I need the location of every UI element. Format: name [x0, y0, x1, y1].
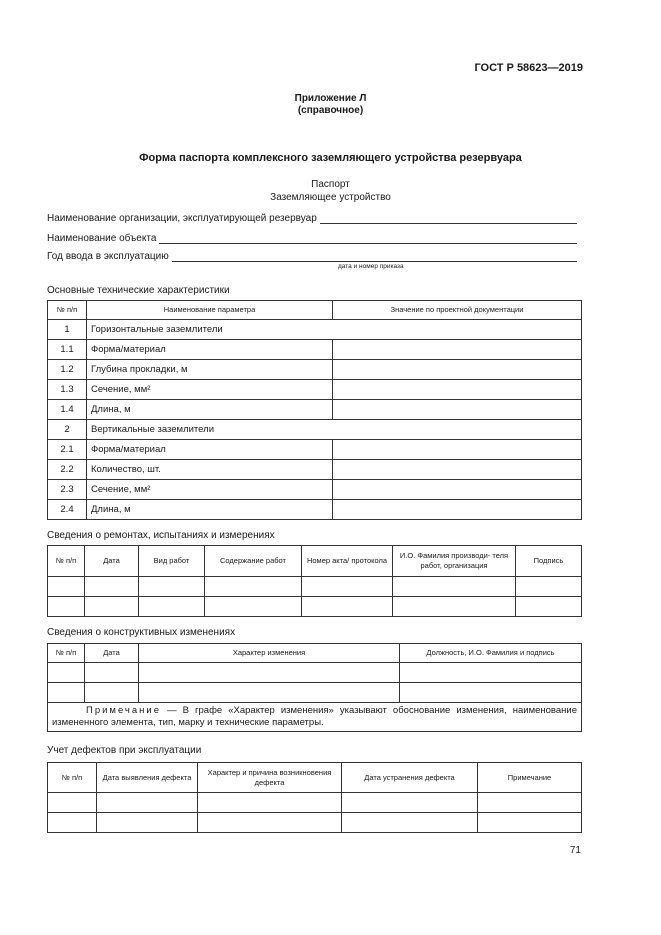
defects-header-row	[48, 763, 582, 793]
table-row	[48, 400, 582, 420]
repairs-header-content: Содержание работ	[205, 546, 302, 577]
row-param: Сечение, мм²	[87, 480, 333, 500]
row-param: Длина, м	[87, 500, 333, 520]
repairs-header-work-type: Вид работ	[139, 546, 205, 577]
repairs-header-row	[48, 546, 582, 577]
table-row	[48, 420, 582, 440]
table-row	[48, 683, 582, 703]
row-param: Сечение, мм²	[87, 380, 333, 400]
appendix-kind: (справочное)	[297, 105, 364, 116]
row-param: Количество, шт.	[87, 460, 333, 480]
table-row	[48, 663, 582, 683]
defects-header-cause: Характер и причина возникновения дефекта	[198, 763, 342, 793]
cell[interactable]	[393, 597, 516, 617]
repairs-header-date: Дата	[85, 546, 139, 577]
cell[interactable]	[48, 793, 97, 813]
cell[interactable]	[342, 813, 478, 833]
table-row	[48, 460, 582, 480]
table-row	[48, 577, 582, 597]
year-label: Год ввода в эксплуатацию	[47, 251, 169, 262]
cell[interactable]	[48, 663, 85, 683]
year-line[interactable]	[172, 251, 577, 262]
row-value[interactable]	[333, 340, 582, 360]
defects-header-fixed-date: Дата устранения дефекта	[342, 763, 478, 793]
row-value[interactable]	[333, 380, 582, 400]
page-number: 71	[569, 845, 581, 856]
row-value[interactable]	[333, 400, 582, 420]
cell[interactable]	[516, 597, 582, 617]
repairs-header-num: № п/п	[48, 546, 85, 577]
appendix-title: Приложение Л	[294, 93, 367, 104]
repairs-header-signature: Подпись	[516, 546, 582, 577]
year-field	[47, 251, 577, 262]
cell[interactable]	[85, 663, 139, 683]
changes-header-date: Дата	[85, 644, 139, 663]
row-param: Горизонтальные заземлители	[87, 320, 582, 340]
table-row	[48, 440, 582, 460]
tech-table	[47, 300, 582, 520]
cell[interactable]	[400, 683, 582, 703]
cell[interactable]	[302, 597, 393, 617]
row-num: 1.4	[48, 400, 87, 420]
changes-note	[48, 703, 582, 732]
row-num: 1.1	[48, 340, 87, 360]
year-hint: дата и номер приказа	[338, 263, 404, 270]
row-value[interactable]	[333, 500, 582, 520]
cell[interactable]	[478, 793, 582, 813]
defects-header-note: Примечание	[478, 763, 582, 793]
row-num: 2.2	[48, 460, 87, 480]
tech-header-value: Значение по проектной документации	[333, 301, 582, 320]
cell[interactable]	[478, 813, 582, 833]
standard-number: ГОСТ Р 58623—2019	[474, 62, 583, 74]
table-row	[48, 340, 582, 360]
cell[interactable]	[198, 793, 342, 813]
cell[interactable]	[48, 683, 85, 703]
cell[interactable]	[48, 813, 97, 833]
cell[interactable]	[205, 597, 302, 617]
table-row	[48, 360, 582, 380]
row-num: 2.4	[48, 500, 87, 520]
cell[interactable]	[302, 577, 393, 597]
cell[interactable]	[139, 683, 400, 703]
row-param: Глубина прокладки, м	[87, 360, 333, 380]
cell[interactable]	[85, 683, 139, 703]
table-row	[48, 480, 582, 500]
changes-table	[47, 643, 582, 732]
table-row	[48, 597, 582, 617]
cell[interactable]	[139, 597, 205, 617]
defects-table	[47, 762, 582, 833]
row-value[interactable]	[333, 360, 582, 380]
object-line[interactable]	[159, 233, 577, 244]
passport-subtitle: Заземляющее устройство	[270, 192, 391, 203]
section2-title: Сведения о ремонтах, испытаниях и измерениях	[47, 530, 275, 541]
passport-heading	[0, 178, 661, 204]
org-line[interactable]	[320, 213, 577, 224]
cell[interactable]	[85, 597, 139, 617]
row-num: 2	[48, 420, 87, 440]
form-title: Форма паспорта комплексного заземляющего устройства резервуара	[139, 152, 522, 164]
row-num: 2.3	[48, 480, 87, 500]
tech-header-row	[48, 301, 582, 320]
row-param: Форма/материал	[87, 440, 333, 460]
cell[interactable]	[48, 577, 85, 597]
changes-header-num: № п/п	[48, 644, 85, 663]
cell[interactable]	[516, 577, 582, 597]
table-row	[48, 793, 582, 813]
row-value[interactable]	[333, 440, 582, 460]
table-row	[48, 813, 582, 833]
note-label: Примечание	[86, 705, 161, 716]
table-row	[48, 500, 582, 520]
changes-header-signature: Должность, И.О. Фамилия и подпись	[400, 644, 582, 663]
section4-title: Учет дефектов при эксплуатации	[47, 745, 202, 756]
note-text: — В графе «Характер изменения» указывают обоснование изменения, наименование измененного элемента, тип, марку и технические параметры.	[52, 705, 577, 728]
cell[interactable]	[393, 577, 516, 597]
changes-header-row	[48, 644, 582, 663]
defects-header-found-date: Дата выявления дефекта	[97, 763, 198, 793]
object-label: Наименование объекта	[47, 233, 157, 244]
row-num: 1	[48, 320, 87, 340]
repairs-table	[47, 545, 582, 617]
cell[interactable]	[400, 663, 582, 683]
row-value[interactable]	[333, 460, 582, 480]
section3-title: Сведения о конструктивных изменениях	[47, 627, 236, 638]
org-field	[47, 213, 577, 224]
row-param: Длина, м	[87, 400, 333, 420]
passport-title: Паспорт	[311, 179, 350, 190]
changes-header-nature: Характер изменения	[139, 644, 400, 663]
row-num: 1.3	[48, 380, 87, 400]
cell[interactable]	[85, 577, 139, 597]
cell[interactable]	[342, 793, 478, 813]
cell[interactable]	[139, 663, 400, 683]
row-param: Форма/материал	[87, 340, 333, 360]
table-row	[48, 380, 582, 400]
object-field	[47, 233, 577, 244]
cell[interactable]	[48, 597, 85, 617]
tech-header-param: Наименование параметра	[87, 301, 333, 320]
cell[interactable]	[97, 793, 198, 813]
cell[interactable]	[139, 577, 205, 597]
row-param: Вертикальные заземлители	[87, 420, 582, 440]
cell[interactable]	[97, 813, 198, 833]
cell[interactable]	[198, 813, 342, 833]
repairs-header-act: Номер акта/ протокола	[302, 546, 393, 577]
section1-title: Основные технические характеристики	[47, 285, 230, 296]
note-row	[48, 703, 582, 732]
tech-header-num: № п/п	[48, 301, 87, 320]
repairs-header-contractor: И.О. Фамилия производи- теля работ, организация	[393, 546, 516, 577]
table-row	[48, 320, 582, 340]
row-num: 1.2	[48, 360, 87, 380]
appendix-heading	[0, 93, 661, 117]
org-label: Наименование организации, эксплуатирующей резервуар	[47, 213, 317, 224]
cell[interactable]	[205, 577, 302, 597]
defects-header-num: № п/п	[48, 763, 97, 793]
row-value[interactable]	[333, 480, 582, 500]
row-num: 2.1	[48, 440, 87, 460]
